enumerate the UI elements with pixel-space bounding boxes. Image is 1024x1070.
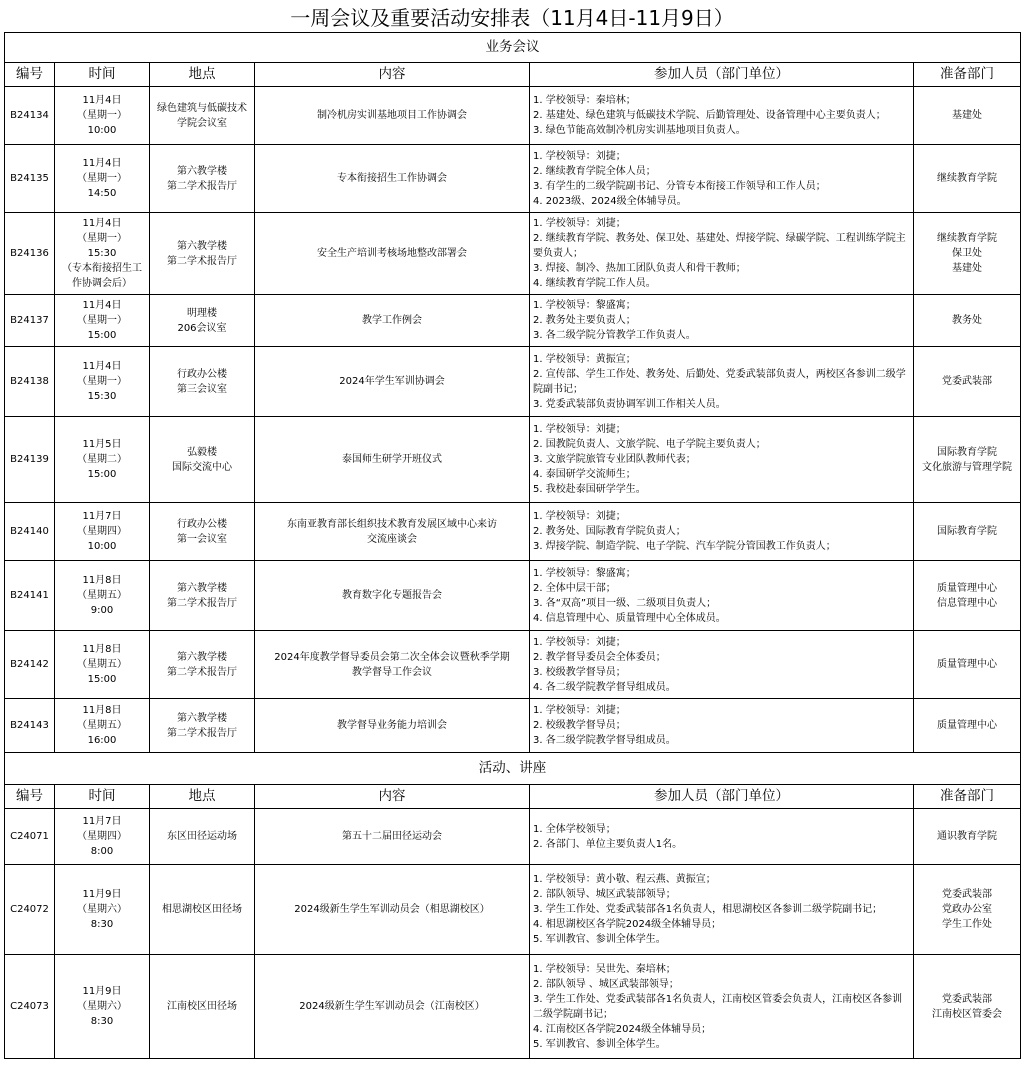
row-id: B24140	[5, 503, 55, 561]
row-participants: 1. 学校领导：刘捷； 2. 继续教育学院全体人员； 3. 有学生的二级学院副书记、分管专本衔接工作领导和工作人员； 4. 2023级、2024级全体辅导员。	[530, 145, 914, 213]
row-dept: 国际教育学院 文化旅游与管理学院	[914, 417, 1021, 503]
row-dept: 质量管理中心	[914, 699, 1021, 753]
row-dept: 继续教育学院	[914, 145, 1021, 213]
column-header: 地点	[150, 785, 255, 809]
row-place: 第六教学楼 第二学术报告厅	[150, 699, 255, 753]
row-participants: 1. 学校领导：刘捷； 2. 国教院负责人、文旅学院、电子学院主要负责人； 3. 文旅学院旅管专业团队教师代表； 4. 泰国研学交流师生； 5. 我校赴泰国研学学生。	[530, 417, 914, 503]
row-participants: 1. 学校领导：吴世先、秦培林； 2. 部队领导 、城区武装部领导； 3. 学生工作处、党委武装部各1名负责人，江南校区管委会负责人，江南校区各参训二级学院副书记； 4. 江南校区各学院2024级全体辅导员； 5. 军训教官、参训全体学生。	[530, 955, 914, 1059]
row-place: 江南校区田径场	[150, 955, 255, 1059]
row-participants: 1. 学校领导：秦培林； 2. 基建处、绿色建筑与低碳技术学院、后勤管理处、设备管理中心主要负责人； 3. 绿色节能高效制冷机房实训基地项目负责人。	[530, 87, 914, 145]
row-time: 11月9日 （星期六） 8:30	[55, 955, 150, 1059]
row-id: B24143	[5, 699, 55, 753]
row-dept: 通识教育学院	[914, 809, 1021, 865]
row-time: 11月4日 （星期一） 15:30	[55, 347, 150, 417]
row-participants: 1. 学校领导：黎盛寓； 2. 教务处主要负责人； 3. 各二级学院分管教学工作负责人。	[530, 295, 914, 347]
column-header: 参加人员（部门单位）	[530, 63, 914, 87]
row-time: 11月4日 （星期一） 14:50	[55, 145, 150, 213]
row-time: 11月4日 （星期一） 10:00	[55, 87, 150, 145]
row-dept: 质量管理中心 信息管理中心	[914, 561, 1021, 631]
row-participants: 1. 学校领导：黎盛寓； 2. 全体中层干部； 3. 各“双高”项目一级、二级项目负责人； 4. 信息管理中心、质量管理中心全体成员。	[530, 561, 914, 631]
table-row	[5, 631, 1021, 699]
row-place: 相思湖校区田径场	[150, 865, 255, 955]
section-label: 活动、讲座	[5, 753, 1021, 785]
row-place: 第六教学楼 第二学术报告厅	[150, 631, 255, 699]
table-row	[5, 865, 1021, 955]
row-place: 弘毅楼 国际交流中心	[150, 417, 255, 503]
row-place: 东区田径运动场	[150, 809, 255, 865]
row-time: 11月8日 （星期五） 15:00	[55, 631, 150, 699]
row-participants: 1. 学校领导：黄振宣； 2. 宣传部、学生工作处、教务处、后勤处、党委武装部负责人，两校区各参训二级学院副书记； 3. 党委武装部负责协调军训工作相关人员。	[530, 347, 914, 417]
row-place: 第六教学楼 第二学术报告厅	[150, 145, 255, 213]
table-row	[5, 503, 1021, 561]
row-content: 2024年学生军训协调会	[255, 347, 530, 417]
row-id: B24139	[5, 417, 55, 503]
table-row	[5, 699, 1021, 753]
row-time: 11月7日 （星期四） 8:00	[55, 809, 150, 865]
row-dept: 教务处	[914, 295, 1021, 347]
row-participants: 1. 学校领导：刘捷； 2. 校级教学督导员； 3. 各二级学院教学督导组成员。	[530, 699, 914, 753]
row-id: B24134	[5, 87, 55, 145]
column-header: 地点	[150, 63, 255, 87]
row-id: B24141	[5, 561, 55, 631]
row-content: 安全生产培训考核场地整改部署会	[255, 213, 530, 295]
column-header-row	[5, 63, 1021, 87]
row-content: 专本衔接招生工作协调会	[255, 145, 530, 213]
row-place: 第六教学楼 第二学术报告厅	[150, 561, 255, 631]
row-id: C24071	[5, 809, 55, 865]
row-participants: 1. 学校领导：刘捷； 2. 教学督导委员会全体委员； 3. 校级教学督导员； 4. 各二级学院教学督导组成员。	[530, 631, 914, 699]
column-header-row	[5, 785, 1021, 809]
row-time: 11月8日 （星期五） 16:00	[55, 699, 150, 753]
row-content: 东南亚教育部长组织技术教育发展区域中心来访 交流座谈会	[255, 503, 530, 561]
row-id: B24135	[5, 145, 55, 213]
row-place: 明理楼 206会议室	[150, 295, 255, 347]
row-id: B24142	[5, 631, 55, 699]
row-content: 2024级新生学生军训动员会（相思湖校区）	[255, 865, 530, 955]
row-id: B24136	[5, 213, 55, 295]
row-id: C24073	[5, 955, 55, 1059]
row-place: 第六教学楼 第二学术报告厅	[150, 213, 255, 295]
row-place: 行政办公楼 第一会议室	[150, 503, 255, 561]
column-header: 内容	[255, 785, 530, 809]
section-label: 业务会议	[5, 33, 1021, 63]
column-header: 准备部门	[914, 63, 1021, 87]
row-content: 泰国师生研学开班仪式	[255, 417, 530, 503]
schedule-table	[4, 32, 1021, 1059]
row-time: 11月7日 （星期四） 10:00	[55, 503, 150, 561]
row-participants: 1. 学校领导：刘捷； 2. 继续教育学院、教务处、保卫处、基建处、焊接学院、绿碳学院、工程训练学院主要负责人； 3. 焊接、制冷、热加工团队负责人和骨干教师； 4. 继续教育学院工作人员。	[530, 213, 914, 295]
row-id: C24072	[5, 865, 55, 955]
row-time: 11月4日 （星期一） 15:00	[55, 295, 150, 347]
column-header: 编号	[5, 785, 55, 809]
column-header: 准备部门	[914, 785, 1021, 809]
row-dept: 基建处	[914, 87, 1021, 145]
table-row	[5, 145, 1021, 213]
row-dept: 质量管理中心	[914, 631, 1021, 699]
row-dept: 党委武装部	[914, 347, 1021, 417]
table-row	[5, 955, 1021, 1059]
column-header: 内容	[255, 63, 530, 87]
section-header	[5, 753, 1021, 785]
row-place: 行政办公楼 第三会议室	[150, 347, 255, 417]
table-row	[5, 417, 1021, 503]
column-header: 参加人员（部门单位）	[530, 785, 914, 809]
column-header: 时间	[55, 785, 150, 809]
row-content: 2024年度教学督导委员会第二次全体会议暨秋季学期 教学督导工作会议	[255, 631, 530, 699]
row-id: B24138	[5, 347, 55, 417]
table-row	[5, 295, 1021, 347]
row-dept: 党委武装部 党政办公室 学生工作处	[914, 865, 1021, 955]
row-content: 教育数字化专题报告会	[255, 561, 530, 631]
row-time: 11月5日 （星期二） 15:00	[55, 417, 150, 503]
table-row	[5, 87, 1021, 145]
row-participants: 1. 学校领导：刘捷； 2. 教务处、国际教育学院负责人； 3. 焊接学院、制造学院、电子学院、汽车学院分管国教工作负责人；	[530, 503, 914, 561]
page-title: 一周会议及重要活动安排表（11月4日-11月9日）	[290, 6, 734, 30]
table-row	[5, 347, 1021, 417]
table-row	[5, 809, 1021, 865]
row-content: 第五十二届田径运动会	[255, 809, 530, 865]
row-participants: 1. 学校领导：黄小敬、程云燕、黄振宣； 2. 部队领导、城区武装部领导； 3. 学生工作处、党委武装部各1名负责人，相思湖校区各参训二级学院副书记； 4. 相思湖校区各学院2024级全体辅导员； 5. 军训教官、参训全体学生。	[530, 865, 914, 955]
row-dept: 继续教育学院 保卫处 基建处	[914, 213, 1021, 295]
column-header: 时间	[55, 63, 150, 87]
row-content: 教学督导业务能力培训会	[255, 699, 530, 753]
row-time: 11月8日 （星期五） 9:00	[55, 561, 150, 631]
table-row	[5, 561, 1021, 631]
row-content: 教学工作例会	[255, 295, 530, 347]
row-content: 2024级新生学生军训动员会（江南校区）	[255, 955, 530, 1059]
row-time: 11月4日 （星期一） 15:30 （专本衔接招生工 作协调会后）	[55, 213, 150, 295]
row-place: 绿色建筑与低碳技术 学院会议室	[150, 87, 255, 145]
column-header: 编号	[5, 63, 55, 87]
table-row	[5, 213, 1021, 295]
row-time: 11月9日 （星期六） 8:30	[55, 865, 150, 955]
section-header	[5, 33, 1021, 63]
row-dept: 国际教育学院	[914, 503, 1021, 561]
row-id: B24137	[5, 295, 55, 347]
row-participants: 1. 全体学校领导； 2. 各部门、单位主要负责人1名。	[530, 809, 914, 865]
row-content: 制冷机房实训基地项目工作协调会	[255, 87, 530, 145]
row-dept: 党委武装部 江南校区管委会	[914, 955, 1021, 1059]
